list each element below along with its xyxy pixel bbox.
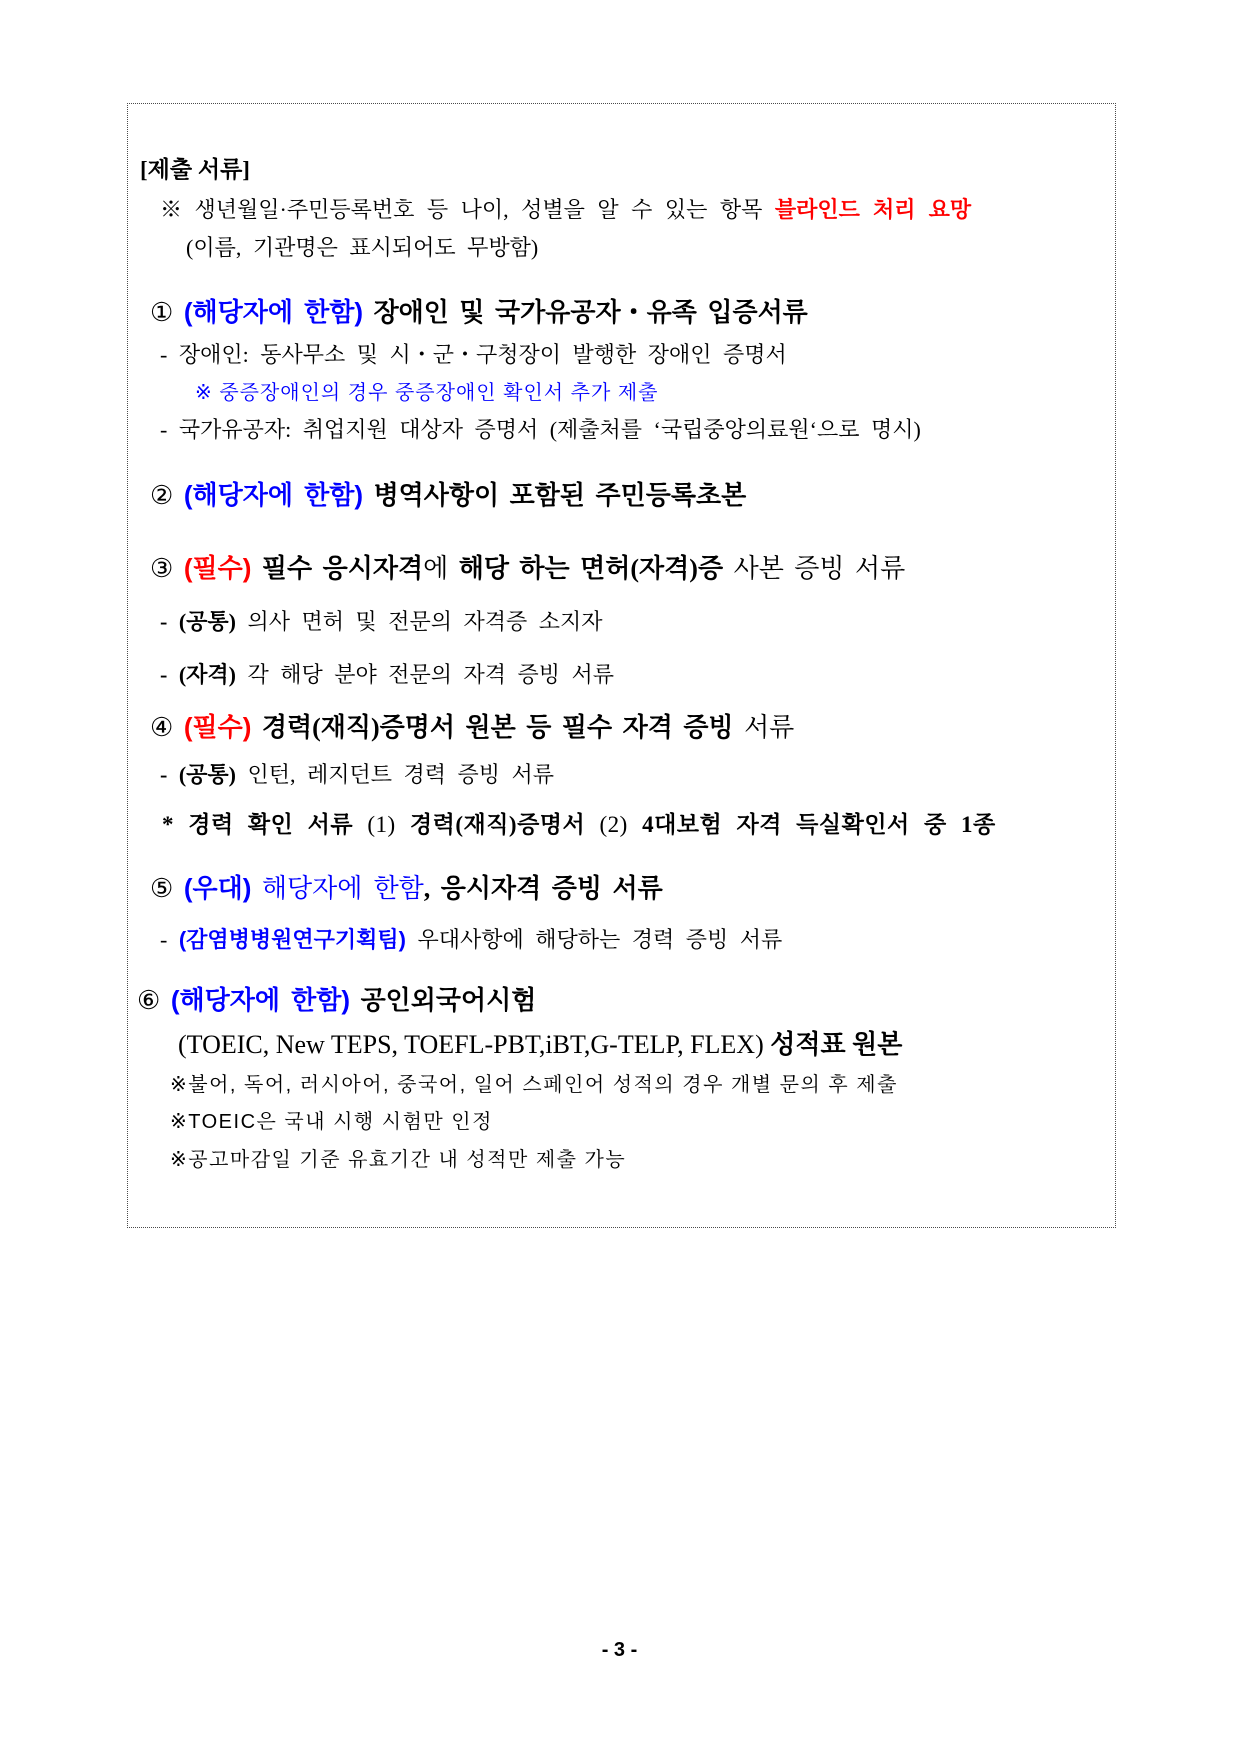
- blind-notice-emphasis: 블라인드 처리 요망: [774, 197, 972, 222]
- item-number: ④: [150, 713, 174, 742]
- item-4-detail-common: [160, 759, 554, 791]
- item-tag-plain: 해당자에 한함: [261, 873, 424, 903]
- item-title: 병역사항이 포함된 주민등록초본: [373, 481, 747, 510]
- item-5-detail-team: [160, 924, 782, 956]
- item-number: ③: [150, 554, 174, 583]
- detail-label: - (공통): [160, 762, 236, 787]
- item-tag: (우대): [183, 873, 252, 903]
- note-part: 경력(재직)증명서: [409, 812, 586, 837]
- item-1-detail-veteran: - 국가유공자: 취업지원 대상자 증명서 (제출처를 ‘국립중앙의료원‘으로 명시): [160, 417, 921, 442]
- item-title-part: 서류: [744, 713, 795, 742]
- item-2-heading: [150, 477, 746, 513]
- blind-notice-subtext: (이름, 기관명은 표시되어도 무방함): [186, 235, 539, 260]
- item-number: ⑥: [137, 986, 161, 1015]
- item-title-part: 사본 증빙 서류: [733, 554, 906, 583]
- detail-text: 우대사항에 해당하는 경력 증빙 서류: [417, 927, 783, 952]
- item-4-career-note: [162, 809, 996, 841]
- item-6-note: ※공고마감일 기준 유효기간 내 성적만 제출 가능: [170, 1149, 627, 1171]
- item-number: ⑤: [150, 874, 174, 903]
- blind-notice-text: ※ 생년월일·주민등록번호 등 나이, 성별을 알 수 있는 항목: [160, 197, 763, 222]
- item-1-heading: [150, 294, 808, 330]
- note-part: 4대보험 자격 득실확인서 중 1종: [642, 812, 996, 837]
- item-6-heading: [137, 982, 536, 1018]
- note-part: * 경력 확인 서류: [162, 812, 354, 837]
- exam-names: (TOEIC, New TEPS, TOEFL-PBT,iBT,G-TELP, FLEX): [178, 1030, 764, 1059]
- item-4-heading: [150, 709, 794, 745]
- page-number: - 3 -: [601, 1639, 638, 1661]
- detail-text: 인턴, 레지던트 경력 증빙 서류: [247, 762, 555, 787]
- item-title-part: 에: [423, 554, 449, 583]
- item-number: ②: [150, 481, 174, 510]
- item-1-detail-disabled: - 장애인: 동사무소 및 시・군・구청장이 발행한 장애인 증명서: [160, 342, 787, 367]
- detail-label: - (공통): [160, 609, 236, 634]
- exam-suffix: 성적표 원본: [770, 1030, 903, 1059]
- item-title: 공인외국어시험: [360, 986, 537, 1015]
- item-tag: (해당자에 한함): [183, 297, 364, 327]
- detail-label: - (자격): [160, 662, 236, 687]
- item-tag: (해당자에 한함): [170, 985, 351, 1015]
- item-title-part: 경력(재직)증명서 원본 등 필수 자격 증빙: [261, 713, 734, 742]
- item-5-heading: [150, 870, 663, 906]
- item-6-exam-list: [178, 1027, 902, 1063]
- item-tag: (필수): [183, 553, 252, 583]
- item-3-detail-qualification: [160, 659, 614, 691]
- item-title-part: 해당 하는 면허(자격)증: [458, 554, 724, 583]
- item-number: ①: [150, 298, 174, 327]
- item-title: , 응시자격 증빙 서류: [423, 874, 663, 903]
- item-tag: (해당자에 한함): [183, 480, 364, 510]
- section-title: [제출 서류]: [140, 157, 250, 182]
- detail-text: 의사 면허 및 전문의 자격증 소지자: [247, 609, 603, 634]
- item-3-heading: [150, 550, 905, 586]
- detail-text: 각 해당 분야 전문의 자격 증빙 서류: [247, 662, 615, 687]
- item-6-note: ※TOEIC은 국내 시행 시험만 인정: [170, 1111, 493, 1133]
- item-tag: (필수): [183, 712, 252, 742]
- item-title-part: 필수 응시자격: [261, 554, 424, 583]
- item-3-detail-common: [160, 606, 603, 638]
- detail-label: (감염병병원연구기획팀): [178, 927, 407, 952]
- item-title: 장애인 및 국가유공자・유족 입증서류: [373, 298, 808, 327]
- detail-prefix: -: [160, 927, 168, 952]
- note-part: (2): [599, 812, 628, 837]
- item-1-note: ※ 중증장애인의 경우 중증장애인 확인서 추가 제출: [195, 382, 659, 404]
- blind-notice: [160, 194, 971, 226]
- item-6-note: ※불어, 독어, 러시아어, 중국어, 일어 스페인어 성적의 경우 개별 문의 후 제출: [170, 1074, 898, 1096]
- note-part: (1): [367, 812, 396, 837]
